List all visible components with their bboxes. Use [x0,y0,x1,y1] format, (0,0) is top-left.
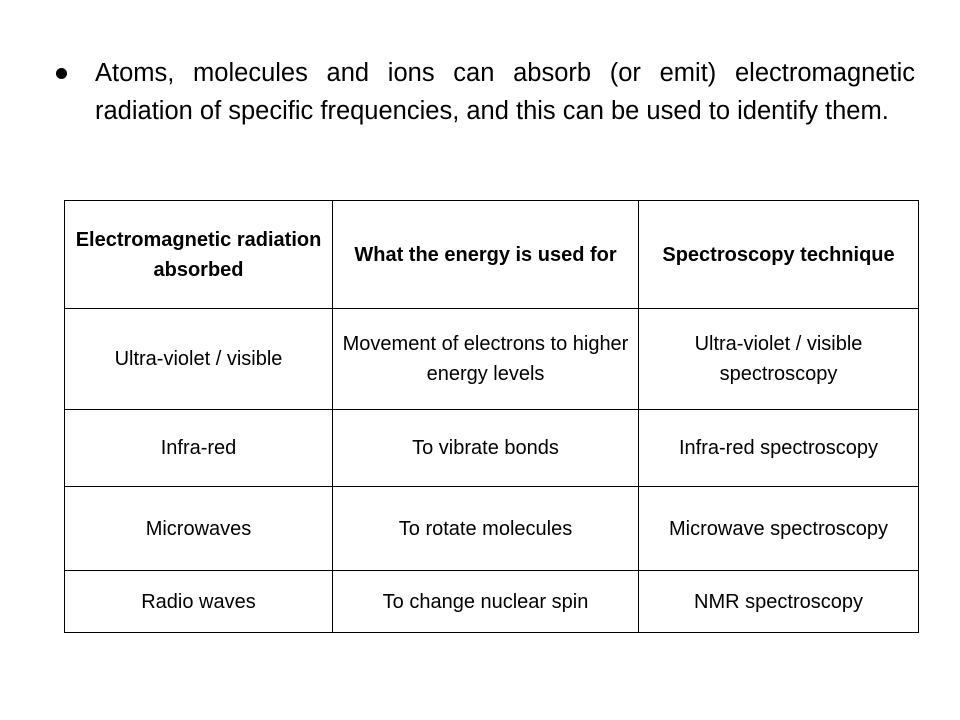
bullet-icon [56,68,67,79]
cell-technique: Infra-red spectroscopy [639,410,919,487]
table-row [65,571,919,633]
cell-energy-use: To rotate molecules [333,487,639,571]
cell-energy-use: Movement of electrons to higher energy levels [333,309,639,410]
cell-radiation: Microwaves [65,487,333,571]
cell-energy-use: To vibrate bonds [333,410,639,487]
bullet-text: Atoms, molecules and ions can absorb (or emit) electromagnetic radiation of specific frequencies, and this can be used to identify them. [95,59,915,125]
header-energy-use: What the energy is used for [333,201,639,309]
cell-technique: NMR spectroscopy [639,571,919,633]
table-row [65,487,919,571]
spectroscopy-table [64,200,919,633]
cell-radiation: Radio waves [65,571,333,633]
table-row [65,410,919,487]
cell-radiation: Infra-red [65,410,333,487]
cell-technique: Microwave spectroscopy [639,487,919,571]
header-radiation: Electromagnetic radiation absorbed [65,201,333,309]
cell-energy-use: To change nuclear spin [333,571,639,633]
table-row [65,309,919,410]
table-header-row [65,201,919,309]
header-technique: Spectroscopy technique [639,201,919,309]
cell-radiation: Ultra-violet / visible [65,309,333,410]
cell-technique: Ultra-violet / visible spectroscopy [639,309,919,410]
